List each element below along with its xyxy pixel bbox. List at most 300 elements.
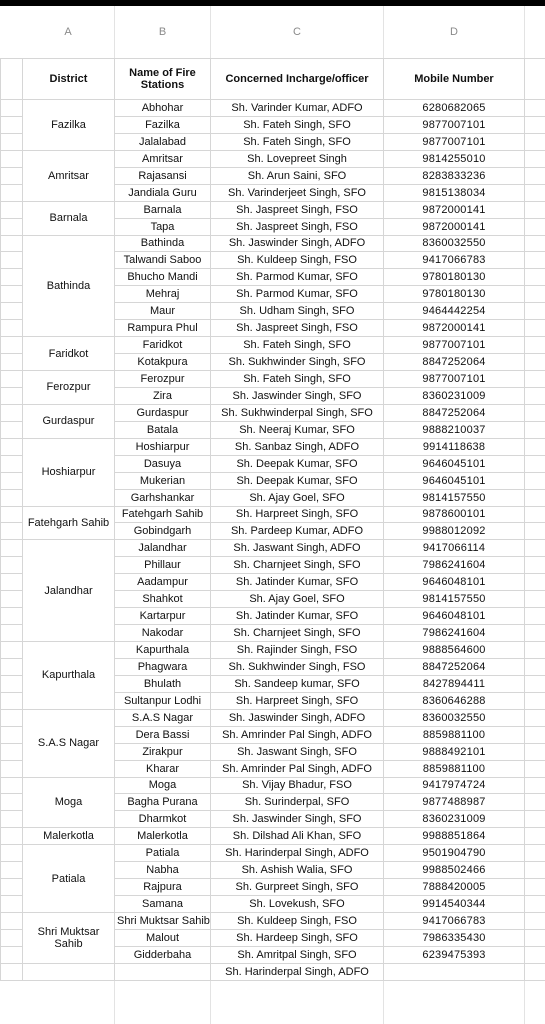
extra-cell[interactable] bbox=[525, 320, 545, 337]
mobile-cell[interactable]: 9914540344 bbox=[384, 896, 525, 913]
extra-cell[interactable] bbox=[525, 658, 545, 675]
officer-cell[interactable]: Sh. Jaswant Singh, ADFO bbox=[211, 540, 384, 557]
station-cell[interactable]: Rajasansi bbox=[115, 167, 211, 184]
mobile-cell[interactable]: 9877007101 bbox=[384, 337, 525, 354]
extra-cell[interactable] bbox=[525, 557, 545, 574]
district-cell[interactable]: Barnala bbox=[23, 201, 115, 235]
extra-cell[interactable] bbox=[525, 371, 545, 388]
table-row bbox=[1, 201, 545, 218]
table-row bbox=[1, 404, 545, 421]
officer-cell[interactable]: Sh. Jaswinder Singh, ADFO bbox=[211, 235, 384, 252]
station-cell[interactable]: Phagwara bbox=[115, 658, 211, 675]
station-cell[interactable]: Patiala bbox=[115, 845, 211, 862]
station-cell[interactable]: Ferozpur bbox=[115, 371, 211, 388]
station-cell[interactable]: Maur bbox=[115, 303, 211, 320]
officer-cell[interactable]: Sh. Jaswinder Singh, SFO bbox=[211, 811, 384, 828]
officer-cell[interactable]: Sh. Amritpal Singh, SFO bbox=[211, 946, 384, 963]
station-cell[interactable]: Kotakpura bbox=[115, 354, 211, 371]
station-cell[interactable]: Jandiala Guru bbox=[115, 184, 211, 201]
station-cell[interactable]: Batala bbox=[115, 421, 211, 438]
station-cell[interactable]: Dasuya bbox=[115, 455, 211, 472]
mobile-cell[interactable]: 8859881100 bbox=[384, 726, 525, 743]
row-gutter-cell bbox=[1, 116, 23, 133]
extra-cell[interactable] bbox=[525, 116, 545, 133]
mobile-cell[interactable]: 8859881100 bbox=[384, 760, 525, 777]
mobile-cell[interactable]: 9872000141 bbox=[384, 201, 525, 218]
row-gutter-cell bbox=[1, 574, 23, 591]
row-gutter-cell bbox=[1, 387, 23, 404]
officer-cell[interactable]: Sh. Fateh Singh, SFO bbox=[211, 337, 384, 354]
station-cell[interactable]: Barnala bbox=[115, 201, 211, 218]
mobile-cell[interactable]: 9988012092 bbox=[384, 523, 525, 540]
table-row bbox=[1, 235, 545, 252]
row-gutter-cell bbox=[1, 201, 23, 218]
station-cell[interactable]: Zirakpur bbox=[115, 743, 211, 760]
extra-cell[interactable] bbox=[525, 100, 545, 117]
mobile-cell[interactable]: 9646048101 bbox=[384, 574, 525, 591]
officer-cell[interactable]: Sh. Amrinder Pal Singh, ADFO bbox=[211, 726, 384, 743]
row-gutter-cell bbox=[1, 963, 23, 980]
extra-cell[interactable] bbox=[525, 387, 545, 404]
mobile-cell[interactable]: 9872000141 bbox=[384, 218, 525, 235]
row-gutter-cell bbox=[1, 794, 23, 811]
mobile-cell[interactable]: 8360032550 bbox=[384, 235, 525, 252]
officer-cell[interactable]: Sh. Amrinder Pal Singh, ADFO bbox=[211, 760, 384, 777]
table-row bbox=[1, 828, 545, 845]
mobile-cell[interactable]: 9877007101 bbox=[384, 133, 525, 150]
row-gutter-cell bbox=[1, 608, 23, 625]
extra-cell[interactable] bbox=[525, 726, 545, 743]
officer-cell[interactable]: Sh. Parmod Kumar, SFO bbox=[211, 269, 384, 286]
table-row bbox=[1, 913, 545, 930]
extra-cell[interactable] bbox=[525, 929, 545, 946]
district-cell[interactable]: Kapurthala bbox=[23, 642, 115, 710]
station-cell[interactable]: Phillaur bbox=[115, 557, 211, 574]
extra-cell[interactable] bbox=[525, 608, 545, 625]
officer-cell[interactable]: Sh. Charnjeet Singh, SFO bbox=[211, 557, 384, 574]
district-cell[interactable]: S.A.S Nagar bbox=[23, 709, 115, 777]
row-gutter-cell bbox=[1, 133, 23, 150]
officer-cell[interactable]: Sh. Varinderjeet Singh, SFO bbox=[211, 184, 384, 201]
row-gutter-cell bbox=[1, 100, 23, 117]
row-gutter-cell bbox=[1, 320, 23, 337]
table-row bbox=[1, 540, 545, 557]
mobile-cell[interactable]: 8847252064 bbox=[384, 658, 525, 675]
extra-cell[interactable] bbox=[525, 337, 545, 354]
station-cell[interactable]: Gobindgarh bbox=[115, 523, 211, 540]
extra-cell[interactable] bbox=[525, 218, 545, 235]
row-gutter-cell bbox=[1, 929, 23, 946]
extra-cell[interactable] bbox=[525, 591, 545, 608]
station-cell[interactable]: Rampura Phul bbox=[115, 320, 211, 337]
mobile-cell[interactable]: 9814157550 bbox=[384, 489, 525, 506]
station-cell[interactable]: Tapa bbox=[115, 218, 211, 235]
officer-cell[interactable]: Sh. Varinder Kumar, ADFO bbox=[211, 100, 384, 117]
row-gutter-cell bbox=[1, 404, 23, 421]
station-cell[interactable]: Bathinda bbox=[115, 235, 211, 252]
row-gutter-cell bbox=[1, 354, 23, 371]
mobile-cell[interactable]: 9417066783 bbox=[384, 913, 525, 930]
header-station[interactable]: Name of Fire Stations bbox=[115, 59, 211, 100]
row-gutter-cell bbox=[1, 777, 23, 794]
table-row bbox=[1, 777, 545, 794]
station-cell[interactable]: Moga bbox=[115, 777, 211, 794]
station-cell[interactable]: Malout bbox=[115, 929, 211, 946]
mobile-cell[interactable]: 8847252064 bbox=[384, 354, 525, 371]
mobile-cell[interactable] bbox=[384, 963, 525, 980]
row-gutter-cell bbox=[1, 913, 23, 930]
extra-cell[interactable] bbox=[525, 692, 545, 709]
officer-cell[interactable]: Sh. Ashish Walia, SFO bbox=[211, 862, 384, 879]
mobile-cell[interactable]: 9464442254 bbox=[384, 303, 525, 320]
mobile-cell[interactable]: 9877007101 bbox=[384, 371, 525, 388]
extra-cell[interactable] bbox=[525, 235, 545, 252]
row-gutter-cell bbox=[1, 557, 23, 574]
mobile-cell[interactable]: 9780180130 bbox=[384, 269, 525, 286]
mobile-cell[interactable]: 8283833236 bbox=[384, 167, 525, 184]
officer-cell[interactable]: Sh. Rajinder Singh, FSO bbox=[211, 642, 384, 659]
extra-cell[interactable] bbox=[525, 421, 545, 438]
station-cell[interactable]: Bagha Purana bbox=[115, 794, 211, 811]
station-cell[interactable]: Talwandi Saboo bbox=[115, 252, 211, 269]
officer-cell[interactable]: Sh. Pardeep Kumar, ADFO bbox=[211, 523, 384, 540]
station-cell[interactable]: Garhshankar bbox=[115, 489, 211, 506]
mobile-cell[interactable]: 9877007101 bbox=[384, 116, 525, 133]
station-cell[interactable]: Abhohar bbox=[115, 100, 211, 117]
officer-cell[interactable]: Sh. Parmod Kumar, SFO bbox=[211, 286, 384, 303]
extra-cell[interactable] bbox=[525, 642, 545, 659]
mobile-cell[interactable]: 9877488987 bbox=[384, 794, 525, 811]
row-gutter-cell bbox=[1, 845, 23, 862]
officer-cell[interactable]: Sh. Harpreet Singh, SFO bbox=[211, 692, 384, 709]
extra-cell[interactable] bbox=[525, 354, 545, 371]
district-cell[interactable]: Fatehgarh Sahib bbox=[23, 506, 115, 540]
row-gutter-cell bbox=[1, 675, 23, 692]
extra-cell[interactable] bbox=[525, 777, 545, 794]
officer-cell[interactable]: Sh. Arun Saini, SFO bbox=[211, 167, 384, 184]
station-cell[interactable]: Sultanpur Lodhi bbox=[115, 692, 211, 709]
station-cell[interactable]: Dera Bassi bbox=[115, 726, 211, 743]
row-gutter-cell bbox=[1, 625, 23, 642]
mobile-cell[interactable]: 9988502466 bbox=[384, 862, 525, 879]
table-row bbox=[1, 337, 545, 354]
mobile-cell[interactable]: 9646045101 bbox=[384, 472, 525, 489]
header-officer[interactable]: Concerned Incharge/officer bbox=[211, 59, 384, 100]
row-gutter-cell bbox=[1, 862, 23, 879]
mobile-cell[interactable]: 9417066114 bbox=[384, 540, 525, 557]
officer-cell[interactable]: Sh. Harinderpal Singh, ADFO bbox=[211, 845, 384, 862]
district-cell[interactable]: Gurdaspur bbox=[23, 404, 115, 438]
extra-cell[interactable] bbox=[525, 489, 545, 506]
row-gutter bbox=[1, 59, 23, 100]
table-row bbox=[1, 438, 545, 455]
station-cell[interactable]: Fazilka bbox=[115, 116, 211, 133]
officer-cell[interactable]: Sh. Surinderpal, SFO bbox=[211, 794, 384, 811]
station-cell[interactable]: Samana bbox=[115, 896, 211, 913]
station-cell[interactable]: Amritsar bbox=[115, 150, 211, 167]
fire-stations-table bbox=[0, 58, 545, 981]
extra-cell[interactable] bbox=[525, 201, 545, 218]
mobile-cell[interactable]: 7986335430 bbox=[384, 929, 525, 946]
extra-cell[interactable] bbox=[525, 269, 545, 286]
district-cell[interactable] bbox=[23, 963, 115, 980]
row-gutter-cell bbox=[1, 269, 23, 286]
district-cell[interactable]: Malerkotla bbox=[23, 828, 115, 845]
district-cell[interactable]: Moga bbox=[23, 777, 115, 828]
mobile-cell[interactable]: 9914118638 bbox=[384, 438, 525, 455]
station-cell[interactable]: Hoshiarpur bbox=[115, 438, 211, 455]
column-letter-header bbox=[0, 6, 545, 58]
officer-cell[interactable]: Sh. Udham Singh, SFO bbox=[211, 303, 384, 320]
table-row bbox=[1, 845, 545, 862]
row-gutter-cell bbox=[1, 760, 23, 777]
extra-cell[interactable] bbox=[525, 760, 545, 777]
row-gutter-cell bbox=[1, 811, 23, 828]
row-gutter-cell bbox=[1, 218, 23, 235]
officer-cell[interactable]: Sh. Vijay Bhadur, FSO bbox=[211, 777, 384, 794]
spreadsheet-grid bbox=[0, 58, 545, 981]
extra-cell[interactable] bbox=[525, 252, 545, 269]
mobile-cell[interactable]: 6239475393 bbox=[384, 946, 525, 963]
extra-cell[interactable] bbox=[525, 879, 545, 896]
station-cell[interactable]: Rajpura bbox=[115, 879, 211, 896]
mobile-cell[interactable]: 7986241604 bbox=[384, 557, 525, 574]
mobile-cell[interactable]: 8360646288 bbox=[384, 692, 525, 709]
extra-cell[interactable] bbox=[525, 811, 545, 828]
extra-cell[interactable] bbox=[525, 574, 545, 591]
officer-cell[interactable]: Sh. Jaswinder Singh, SFO bbox=[211, 387, 384, 404]
district-cell[interactable]: Faridkot bbox=[23, 337, 115, 371]
extra-cell[interactable] bbox=[525, 455, 545, 472]
row-gutter-cell bbox=[1, 235, 23, 252]
officer-cell[interactable]: Sh. Deepak Kumar, SFO bbox=[211, 455, 384, 472]
extra-cell[interactable] bbox=[525, 913, 545, 930]
extra-cell[interactable] bbox=[525, 862, 545, 879]
extra-cell[interactable] bbox=[525, 963, 545, 980]
station-cell[interactable]: Zira bbox=[115, 387, 211, 404]
extra-cell[interactable] bbox=[525, 946, 545, 963]
extra-cell[interactable] bbox=[525, 150, 545, 167]
mobile-cell[interactable]: 9872000141 bbox=[384, 320, 525, 337]
mobile-cell[interactable]: 9501904790 bbox=[384, 845, 525, 862]
table-row bbox=[1, 371, 545, 388]
mobile-cell[interactable]: 9417066783 bbox=[384, 252, 525, 269]
station-cell[interactable]: Aadampur bbox=[115, 574, 211, 591]
row-gutter-cell bbox=[1, 337, 23, 354]
column-letter-b[interactable]: B bbox=[158, 26, 167, 38]
mobile-cell[interactable]: 9815138034 bbox=[384, 184, 525, 201]
station-cell[interactable]: Faridkot bbox=[115, 337, 211, 354]
station-cell[interactable]: Fatehgarh Sahib bbox=[115, 506, 211, 523]
station-cell[interactable]: Dharmkot bbox=[115, 811, 211, 828]
row-gutter-cell bbox=[1, 642, 23, 659]
station-cell[interactable]: Mehraj bbox=[115, 286, 211, 303]
mobile-cell[interactable]: 9780180130 bbox=[384, 286, 525, 303]
officer-cell[interactable]: Sh. Sukhwinder Singh, FSO bbox=[211, 658, 384, 675]
header-row bbox=[1, 59, 545, 100]
officer-cell[interactable]: Sh. Deepak Kumar, SFO bbox=[211, 472, 384, 489]
extra-cell[interactable] bbox=[525, 709, 545, 726]
station-cell[interactable]: Jalandhar bbox=[115, 540, 211, 557]
row-gutter-cell bbox=[1, 472, 23, 489]
mobile-cell[interactable]: 9814157550 bbox=[384, 591, 525, 608]
officer-cell[interactable]: Sh. Sandeep kumar, SFO bbox=[211, 675, 384, 692]
row-gutter-cell bbox=[1, 879, 23, 896]
row-gutter-cell bbox=[1, 489, 23, 506]
mobile-cell[interactable]: 9417974724 bbox=[384, 777, 525, 794]
row-gutter-cell bbox=[1, 828, 23, 845]
row-gutter-cell bbox=[1, 743, 23, 760]
district-cell[interactable]: Jalandhar bbox=[23, 540, 115, 642]
station-cell[interactable]: Jalalabad bbox=[115, 133, 211, 150]
officer-cell[interactable]: Sh. Jatinder Kumar, SFO bbox=[211, 574, 384, 591]
officer-cell[interactable]: Sh. Jaspreet Singh, FSO bbox=[211, 201, 384, 218]
district-cell[interactable]: Bathinda bbox=[23, 235, 115, 337]
row-gutter-cell bbox=[1, 523, 23, 540]
officer-cell[interactable]: Sh. Fateh Singh, SFO bbox=[211, 116, 384, 133]
officer-cell[interactable]: Sh. Hardeep Singh, SFO bbox=[211, 929, 384, 946]
station-cell[interactable]: Nakodar bbox=[115, 625, 211, 642]
column-letter-d[interactable]: D bbox=[450, 26, 458, 38]
row-gutter-cell bbox=[1, 438, 23, 455]
district-cell[interactable]: Fazilka bbox=[23, 100, 115, 151]
station-cell[interactable]: Shahkot bbox=[115, 591, 211, 608]
mobile-cell[interactable]: 6280682065 bbox=[384, 100, 525, 117]
extra-cell[interactable] bbox=[525, 845, 545, 862]
mobile-cell[interactable]: 8360231009 bbox=[384, 811, 525, 828]
district-cell[interactable]: Amritsar bbox=[23, 150, 115, 201]
extra-cell[interactable] bbox=[525, 794, 545, 811]
row-gutter-cell bbox=[1, 709, 23, 726]
mobile-cell[interactable]: 9814255010 bbox=[384, 150, 525, 167]
extra-cell[interactable] bbox=[525, 438, 545, 455]
extra-cell[interactable] bbox=[525, 167, 545, 184]
officer-cell[interactable]: Sh. Ajay Goel, SFO bbox=[211, 489, 384, 506]
extra-cell[interactable] bbox=[525, 472, 545, 489]
station-cell[interactable]: Bhulath bbox=[115, 675, 211, 692]
station-cell[interactable]: Malerkotla bbox=[115, 828, 211, 845]
table-row bbox=[1, 150, 545, 167]
header-mobile[interactable]: Mobile Number bbox=[384, 59, 525, 100]
officer-cell[interactable]: Sh. Lovekush, SFO bbox=[211, 896, 384, 913]
officer-cell[interactable]: Sh. Jatinder Kumar, SFO bbox=[211, 608, 384, 625]
mobile-cell[interactable]: 7888420005 bbox=[384, 879, 525, 896]
officer-cell[interactable]: Sh. Jaspreet Singh, FSO bbox=[211, 218, 384, 235]
table-row bbox=[1, 506, 545, 523]
officer-cell[interactable]: Sh. Gurpreet Singh, SFO bbox=[211, 879, 384, 896]
extra-cell[interactable] bbox=[525, 184, 545, 201]
officer-cell[interactable]: Sh. Sanbaz Singh, ADFO bbox=[211, 438, 384, 455]
mobile-cell[interactable]: 9888492101 bbox=[384, 743, 525, 760]
officer-cell[interactable]: Sh. Ajay Goel, SFO bbox=[211, 591, 384, 608]
mobile-cell[interactable]: 8360231009 bbox=[384, 387, 525, 404]
row-gutter-cell bbox=[1, 303, 23, 320]
row-gutter-cell bbox=[1, 421, 23, 438]
column-letter-a[interactable]: A bbox=[64, 26, 72, 38]
station-cell[interactable]: Kharar bbox=[115, 760, 211, 777]
station-cell[interactable]: Shri Muktsar Sahib bbox=[115, 913, 211, 930]
extra-cell[interactable] bbox=[525, 506, 545, 523]
mobile-cell[interactable]: 9646045101 bbox=[384, 455, 525, 472]
extra-cell[interactable] bbox=[525, 404, 545, 421]
officer-cell[interactable]: Sh. Jaswant Singh, SFO bbox=[211, 743, 384, 760]
officer-cell[interactable]: Sh. Harpreet Singh, SFO bbox=[211, 506, 384, 523]
officer-cell[interactable]: Sh. Neeraj Kumar, SFO bbox=[211, 421, 384, 438]
officer-cell[interactable]: Sh. Charnjeet Singh, SFO bbox=[211, 625, 384, 642]
extra-cell[interactable] bbox=[525, 896, 545, 913]
officer-cell[interactable]: Sh. Fateh Singh, SFO bbox=[211, 371, 384, 388]
mobile-cell[interactable]: 9888210037 bbox=[384, 421, 525, 438]
extra-cell[interactable] bbox=[525, 675, 545, 692]
station-cell[interactable]: Gidderbaha bbox=[115, 946, 211, 963]
district-cell[interactable]: Hoshiarpur bbox=[23, 438, 115, 506]
row-gutter-cell bbox=[1, 371, 23, 388]
officer-cell[interactable]: Sh. Fateh Singh, SFO bbox=[211, 133, 384, 150]
station-cell[interactable]: Kartarpur bbox=[115, 608, 211, 625]
mobile-cell[interactable]: 8427894411 bbox=[384, 675, 525, 692]
mobile-cell[interactable]: 8360032550 bbox=[384, 709, 525, 726]
district-cell[interactable]: Shri Muktsar Sahib bbox=[23, 913, 115, 964]
extra-cell[interactable] bbox=[525, 523, 545, 540]
row-gutter-cell bbox=[1, 896, 23, 913]
header-extra-cell[interactable] bbox=[525, 59, 545, 100]
officer-cell[interactable]: Sh. Sukhwinder Singh, SFO bbox=[211, 354, 384, 371]
row-gutter-cell bbox=[1, 726, 23, 743]
mobile-cell[interactable]: 9646048101 bbox=[384, 608, 525, 625]
station-cell[interactable]: Bhucho Mandi bbox=[115, 269, 211, 286]
mobile-cell[interactable]: 9878600101 bbox=[384, 506, 525, 523]
row-gutter-cell bbox=[1, 150, 23, 167]
officer-cell[interactable]: Sh. Lovepreet Singh bbox=[211, 150, 384, 167]
officer-cell[interactable]: Sh. Jaswinder Singh, ADFO bbox=[211, 709, 384, 726]
table-row bbox=[1, 963, 545, 980]
extra-cell[interactable] bbox=[525, 286, 545, 303]
station-cell[interactable]: Gurdaspur bbox=[115, 404, 211, 421]
header-district[interactable]: District bbox=[23, 59, 115, 100]
officer-cell[interactable]: Sh. Jaspreet Singh, FSO bbox=[211, 320, 384, 337]
extra-cell[interactable] bbox=[525, 828, 545, 845]
officer-cell[interactable]: Sh. Sukhwinderpal Singh, SFO bbox=[211, 404, 384, 421]
extra-cell[interactable] bbox=[525, 743, 545, 760]
station-cell[interactable] bbox=[115, 963, 211, 980]
extra-cell[interactable] bbox=[525, 625, 545, 642]
column-letter-c[interactable]: C bbox=[293, 26, 301, 38]
officer-cell[interactable]: Sh. Kuldeep Singh, FSO bbox=[211, 252, 384, 269]
station-cell[interactable]: Nabha bbox=[115, 862, 211, 879]
row-gutter-cell bbox=[1, 658, 23, 675]
mobile-cell[interactable]: 9988851864 bbox=[384, 828, 525, 845]
extra-cell[interactable] bbox=[525, 540, 545, 557]
extra-cell[interactable] bbox=[525, 133, 545, 150]
district-cell[interactable]: Ferozpur bbox=[23, 371, 115, 405]
officer-cell[interactable]: Sh. Harinderpal Singh, ADFO bbox=[211, 963, 384, 980]
row-gutter-cell bbox=[1, 252, 23, 269]
station-cell[interactable]: Kapurthala bbox=[115, 642, 211, 659]
mobile-cell[interactable]: 7986241604 bbox=[384, 625, 525, 642]
officer-cell[interactable]: Sh. Dilshad Ali Khan, SFO bbox=[211, 828, 384, 845]
row-gutter-cell bbox=[1, 184, 23, 201]
station-cell[interactable]: Mukerian bbox=[115, 472, 211, 489]
row-gutter-cell bbox=[1, 167, 23, 184]
station-cell[interactable]: S.A.S Nagar bbox=[115, 709, 211, 726]
officer-cell[interactable]: Sh. Kuldeep Singh, FSO bbox=[211, 913, 384, 930]
district-cell[interactable]: Patiala bbox=[23, 845, 115, 913]
row-gutter-cell bbox=[1, 455, 23, 472]
mobile-cell[interactable]: 9888564600 bbox=[384, 642, 525, 659]
mobile-cell[interactable]: 8847252064 bbox=[384, 404, 525, 421]
extra-cell[interactable] bbox=[525, 303, 545, 320]
table-body bbox=[1, 100, 545, 981]
